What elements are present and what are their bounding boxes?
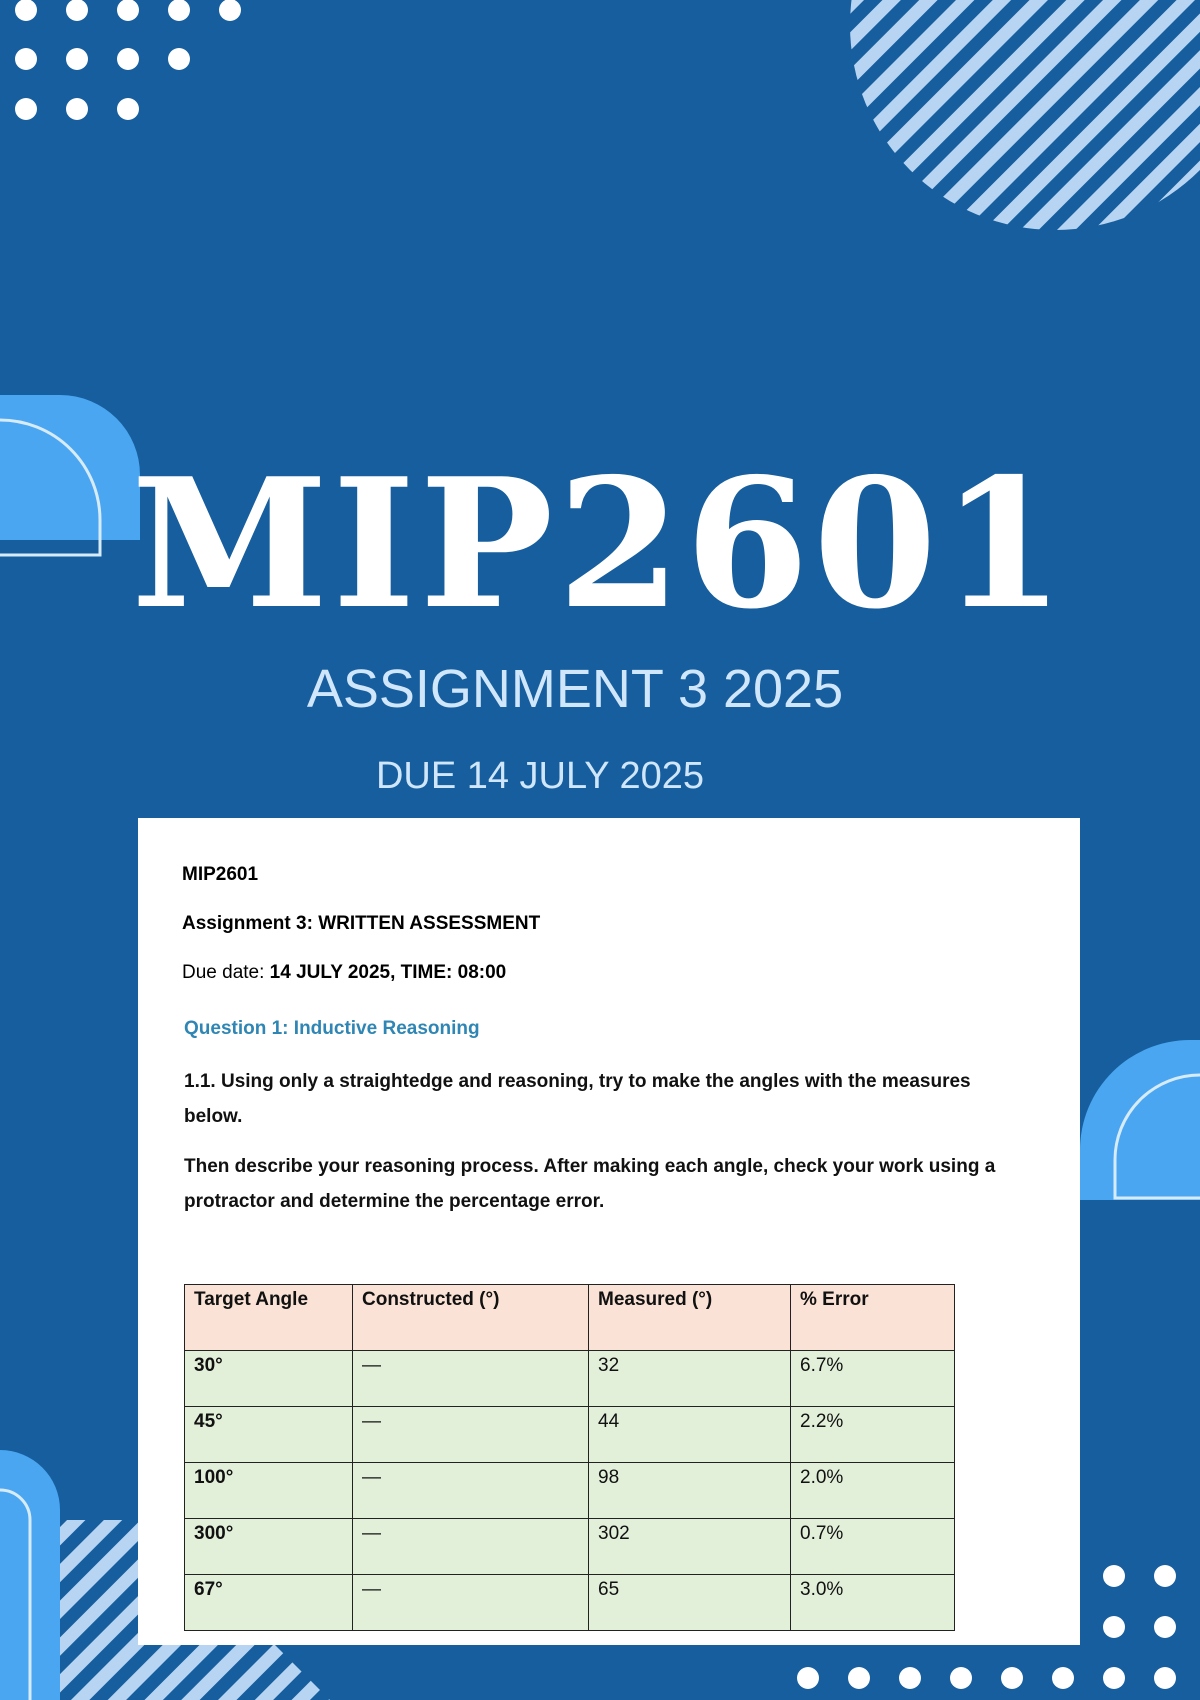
cell-constructed: — xyxy=(353,1407,589,1463)
question-instruction-2: Then describe your reasoning process. After making each angle, check your work using a protractor and determine the percentage error. xyxy=(184,1156,996,1212)
cell-percent-error: 2.0% xyxy=(791,1463,955,1519)
document-preview-card xyxy=(138,818,1080,1645)
cell-measured: 44 xyxy=(589,1407,791,1463)
cell-target-angle: 100° xyxy=(185,1463,353,1519)
question-heading: Question 1: Inductive Reasoning xyxy=(184,1018,480,1039)
cell-target-angle: 300° xyxy=(185,1519,353,1575)
question-instruction-1: 1.1. Using only a straightedge and reasoning, try to make the angles with the measures below. xyxy=(184,1071,971,1127)
cell-measured: 98 xyxy=(589,1463,791,1519)
angle-error-table xyxy=(184,1284,955,1631)
header-percent-error: % Error xyxy=(791,1285,955,1351)
quarter-circle-decoration-right xyxy=(1080,1040,1200,1205)
cell-percent-error: 0.7% xyxy=(791,1519,955,1575)
cell-measured: 65 xyxy=(589,1575,791,1631)
header-constructed: Constructed (°) xyxy=(353,1285,589,1351)
table-row xyxy=(185,1351,955,1407)
cell-percent-error: 3.0% xyxy=(791,1575,955,1631)
table-header-row xyxy=(185,1285,955,1351)
due-date-label: Due date: xyxy=(182,962,270,983)
header-measured: Measured (°) xyxy=(589,1285,791,1351)
cell-target-angle: 30° xyxy=(185,1351,353,1407)
document-due-date xyxy=(182,962,506,984)
table-row xyxy=(185,1407,955,1463)
cell-constructed: — xyxy=(353,1575,589,1631)
table-row xyxy=(185,1519,955,1575)
cell-constructed: — xyxy=(353,1351,589,1407)
due-date-subtitle: DUE 14 JULY 2025 xyxy=(375,755,705,797)
cell-percent-error: 6.7% xyxy=(791,1351,955,1407)
striped-circle-decoration xyxy=(830,0,1200,230)
cell-target-angle: 67° xyxy=(185,1575,353,1631)
document-course-code: MIP2601 xyxy=(182,864,259,885)
cell-percent-error: 2.2% xyxy=(791,1407,955,1463)
table-row xyxy=(185,1575,955,1631)
course-code-title: MIP2601 xyxy=(131,439,1069,648)
cell-measured: 32 xyxy=(589,1351,791,1407)
cell-target-angle: 45° xyxy=(185,1407,353,1463)
document-assignment-line: Assignment 3: WRITTEN ASSESSMENT xyxy=(182,913,541,934)
cell-constructed: — xyxy=(353,1463,589,1519)
cell-constructed: — xyxy=(353,1519,589,1575)
dot-grid-top-left xyxy=(0,0,260,130)
cell-measured: 302 xyxy=(589,1519,791,1575)
header-target-angle: Target Angle xyxy=(185,1285,353,1351)
table-row xyxy=(185,1463,955,1519)
due-date-value: 14 JULY 2025, TIME: 08:00 xyxy=(269,962,507,983)
assignment-subtitle: ASSIGNMENT 3 2025 xyxy=(306,659,844,719)
